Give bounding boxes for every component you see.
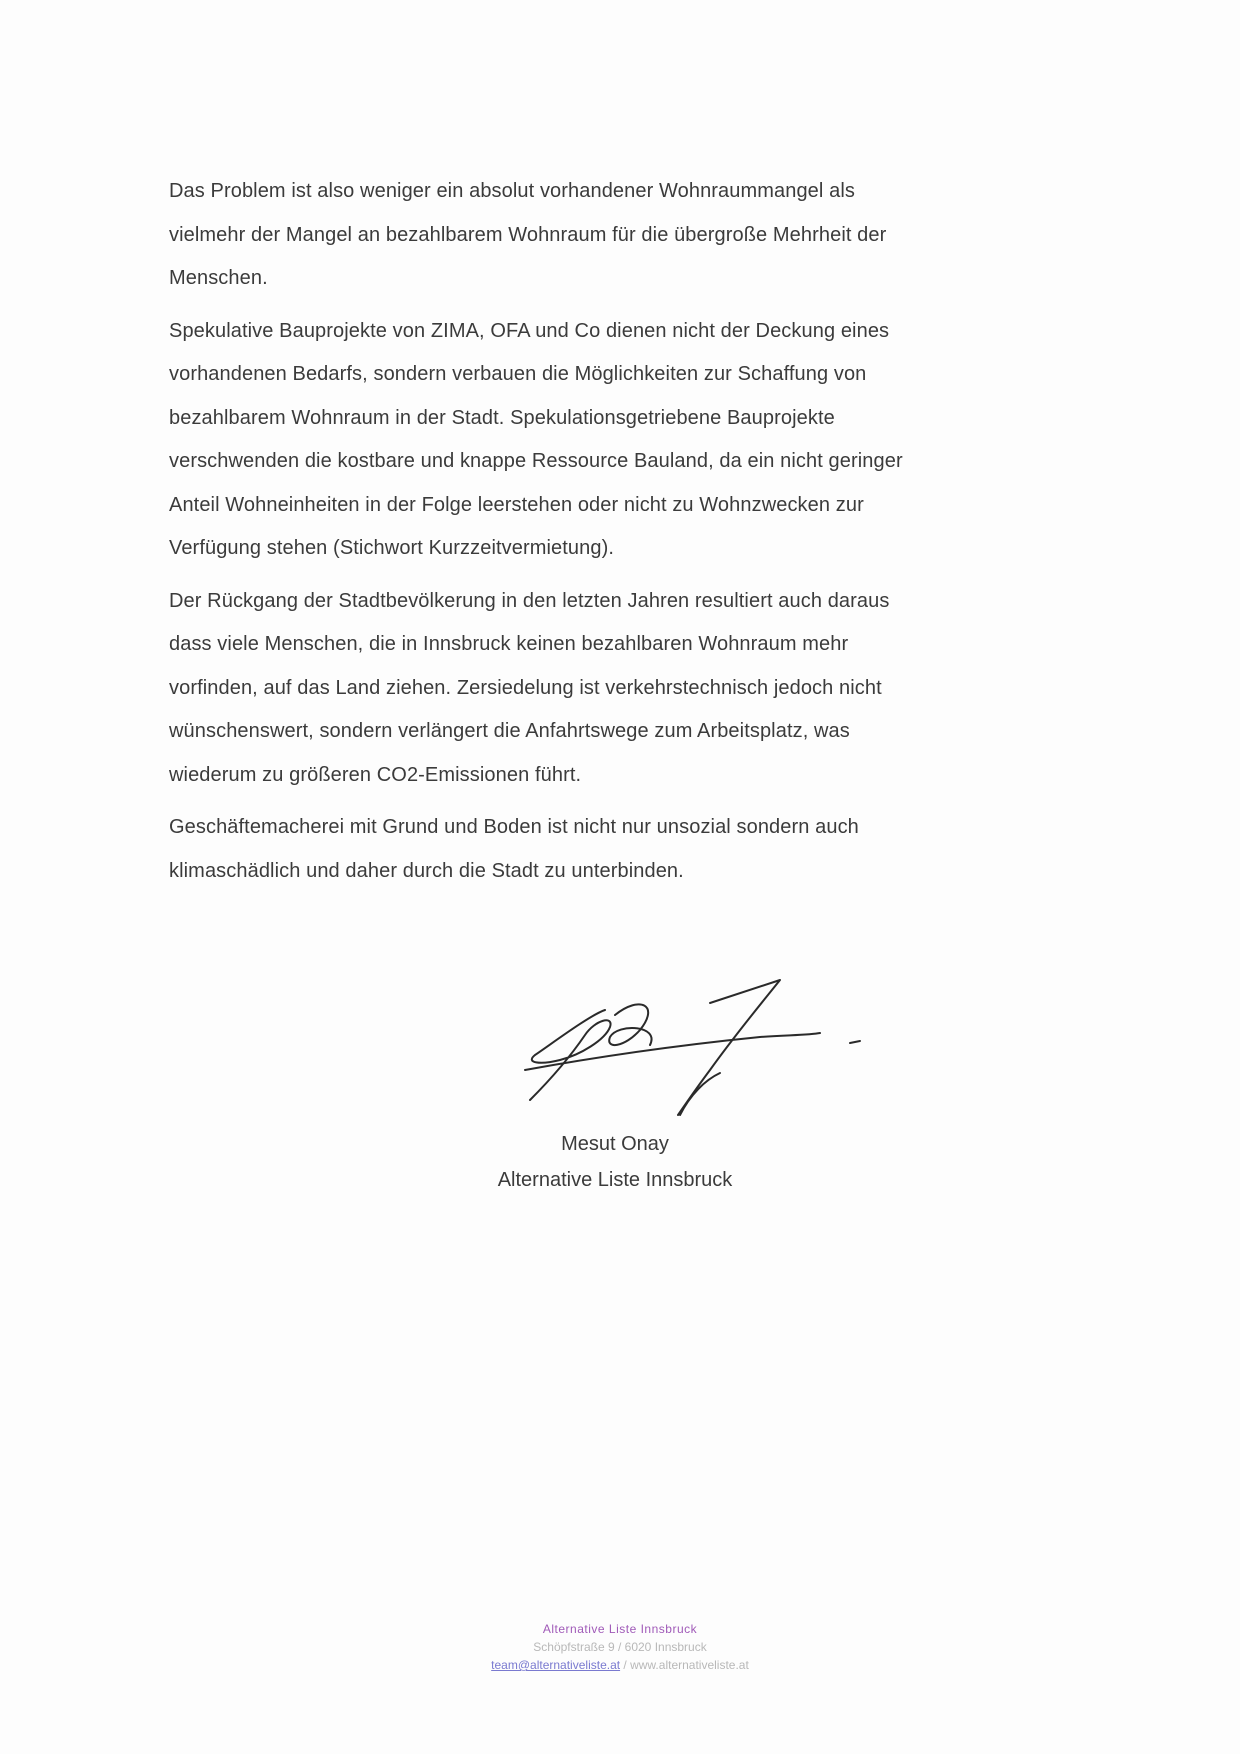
paragraph-2 [169,310,1049,571]
text-line: vorhandenen Bedarfs, sondern verbauen die Möglichkeiten zur Schaffung von [169,363,867,385]
footer-email-link[interactable]: team@alternativeliste.at [491,1658,621,1672]
text-line: Der Rückgang der Stadtbevölkerung in den letzten Jahren resultiert auch daraus [169,589,890,612]
text-line: Menschen. [169,267,268,289]
text-line: klimaschädlich und daher durch die Stadt zu unterbinden. [169,859,684,882]
footer-website[interactable]: www.alternativeliste.at [630,1658,749,1672]
paragraph-3 [169,580,1049,798]
text-line: Verfügung stehen (Stichwort Kurzzeitvermietung). [169,537,615,559]
text-line: Geschäftemacherei mit Grund und Boden ist nicht nur unsozial sondern auch [169,816,859,838]
text-line: vielmehr der Mangel an bezahlbarem Wohnraum für die übergroße Mehrheit der [169,223,887,246]
handwritten-signature [510,975,870,1125]
letterhead-footer [420,1620,820,1674]
footer-organization: Alternative Liste Innsbruck [542,1622,698,1636]
text-line: bezahlbarem Wohnraum in der Stadt. Spekulationsgetriebene Bauprojekte [169,406,835,429]
footer-contact [420,1656,820,1674]
text-line: verschwenden die kostbare und knappe Ressource Bauland, da ein nicht geringer [169,450,903,472]
text-line: wünschenswert, sondern verlängert die Anfahrtswege zum Arbeitsplatz, was [169,720,850,742]
signature-block [400,1126,830,1198]
text-line: wiederum zu größeren CO2-Emissionen führt. [169,763,582,786]
footer-separator: / [620,1658,631,1672]
letter-body [169,170,1049,902]
text-line: dass viele Menschen, die in Innsbruck keinen bezahlbaren Wohnraum mehr [169,633,849,655]
signatory-organization: Alternative Liste Innsbruck [497,1169,733,1191]
text-line: Das Problem ist also weniger ein absolut vorhandener Wohnraummangel als [169,180,855,202]
paragraph-1 [169,170,1049,301]
text-line: Anteil Wohneinheiten in der Folge leerstehen oder nicht zu Wohnzwecken zur [169,493,864,516]
text-line: vorfinden, auf das Land ziehen. Zersiedelung ist verkehrstechnisch jedoch nicht [169,676,882,699]
footer-address: Schöpfstraße 9 / 6020 Innsbruck [533,1640,707,1654]
paragraph-4 [169,806,1049,893]
text-line: Spekulative Bauprojekte von ZIMA, OFA und Co dienen nicht der Deckung eines [169,319,890,342]
signatory-name: Mesut Onay [561,1133,669,1155]
